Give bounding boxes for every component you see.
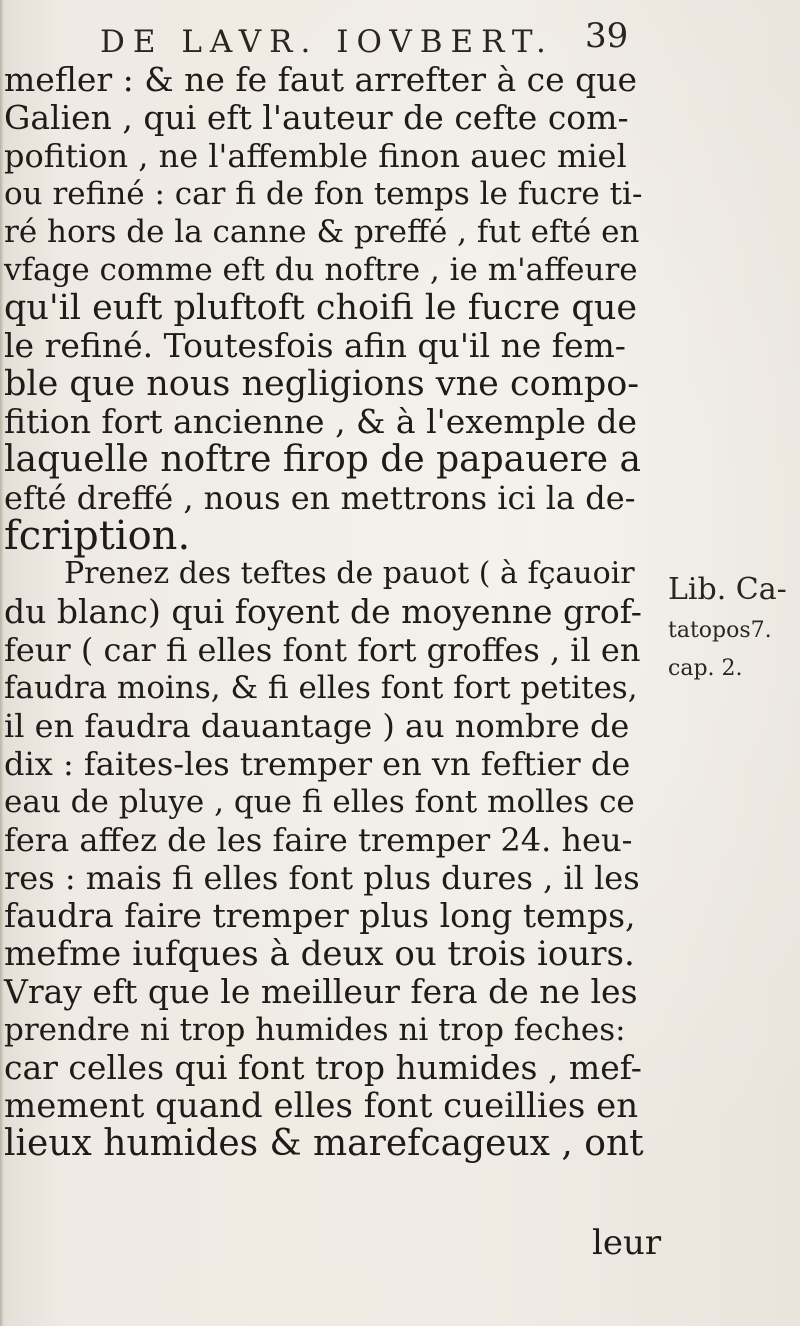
page-number: 39 — [585, 16, 629, 56]
text-line: res : mais fi elles font plus dures , il les — [4, 859, 640, 897]
text-line: mement quand elles font cueillies en — [4, 1086, 639, 1126]
text-line: lieux humides & marefcageux , ont — [4, 1123, 644, 1164]
text-line: mefler : & ne fe faut arrefter à ce que — [4, 60, 638, 99]
text-line: fcription. — [4, 513, 191, 559]
text-line: ble que nous negligions vne compo- — [4, 364, 640, 404]
text-line: feur ( car fi elles font fort groffes , il en — [4, 631, 641, 669]
text-line: faudra faire tremper plus long temps, — [4, 896, 636, 935]
text-line: fera affez de les faire tremper 24. heu- — [4, 821, 633, 859]
text-line: il en faudra dauantage ) au nombre de — [4, 707, 630, 745]
text-line: pofition , ne l'affemble finon auec miel — [4, 137, 627, 175]
text-line: faudra moins, & fi elles font fort petites, — [4, 670, 638, 706]
text-line: ou refiné : car fi de fon temps le fucre ti- — [4, 176, 643, 212]
text-line: mefme iufques à deux ou trois iours. — [4, 934, 635, 974]
text-line: eau de pluye , que fi elles font molles ce — [4, 784, 635, 820]
text-line: dix : faites-les tremper en vn feftier de — [4, 745, 631, 783]
margin-note-title: tatopos7. — [668, 618, 772, 643]
running-title: DE LAVR. IOVBERT. — [100, 24, 554, 60]
running-head — [100, 14, 660, 64]
text-line: ré hors de la canne & preffé , fut efté en — [4, 214, 640, 250]
text-line: fition fort ancienne , & à l'exemple de — [4, 402, 638, 441]
text-line: Prenez des teftes de pauot ( à fçauoir — [64, 556, 635, 591]
text-line: du blanc) qui foyent de moyenne grof- — [4, 592, 642, 631]
text-line: car celles qui font trop humides , mef- — [4, 1048, 642, 1087]
text-line: Galien , qui eft l'auteur de cefte com- — [4, 98, 629, 137]
margin-note-chapter: cap. 2. — [668, 656, 743, 681]
text-line: vfage comme eft du noftre , ie m'affeure — [4, 252, 638, 288]
margin-note-book: Lib. Ca- — [668, 572, 787, 607]
text-line: prendre ni trop humides ni trop feches: — [4, 1012, 626, 1048]
text-line: efté dreffé , nous en mettrons ici la de- — [4, 479, 636, 517]
text-line: laquelle noftre firop de papauere a — [4, 439, 641, 480]
catchword: leur — [592, 1223, 662, 1263]
text-line: le refiné. Toutesfois afin qu'il ne fem- — [4, 326, 626, 365]
text-line: qu'il euft pluftoft choifi le fucre que — [4, 288, 638, 328]
text-line: Vray eft que le meilleur fera de ne les — [4, 972, 638, 1011]
